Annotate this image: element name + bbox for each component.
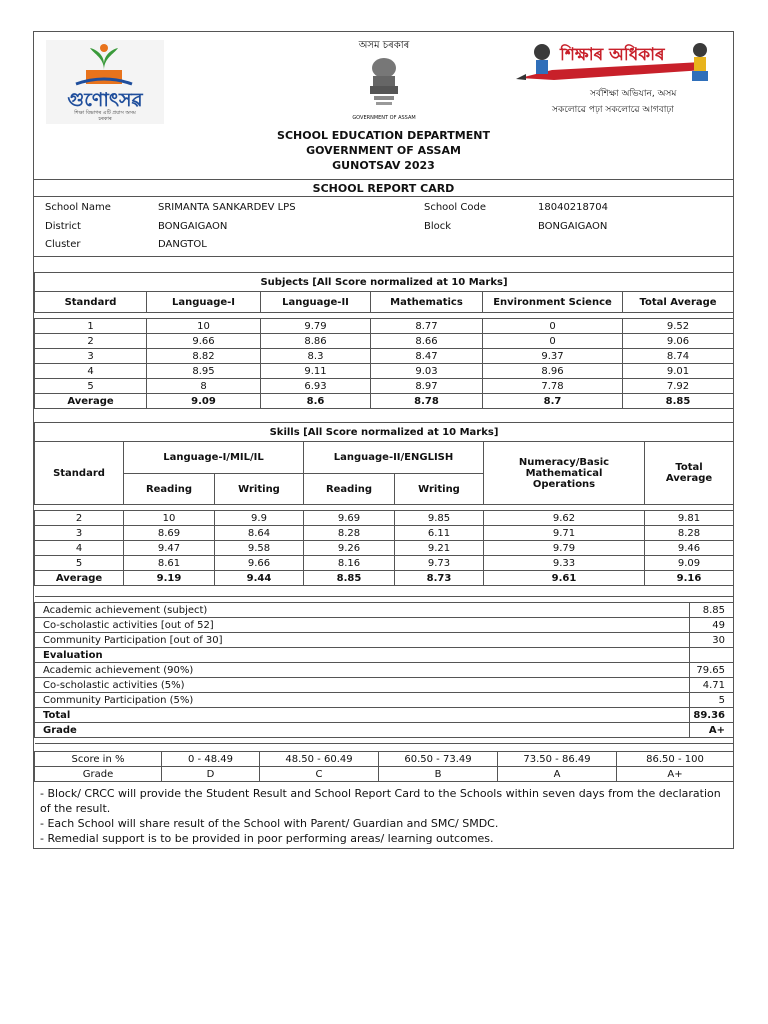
table-cell: 9.09 [147,394,261,409]
summary-row [35,648,734,663]
summary-row [35,723,734,738]
subjects-header-cell: Environment Science [483,292,623,313]
table-cell: 9.85 [395,511,484,526]
table-cell: 4 [35,541,124,556]
skills-table [34,422,734,586]
government-title: GOVERNMENT OF ASSAM [306,144,461,157]
table-cell: 9.61 [484,571,645,586]
table-cell: 8.64 [215,526,304,541]
summary-value: 8.85 [690,603,734,618]
table-cell: D [162,767,260,782]
gunotsav-logo-text: গুণোৎসৱ [67,89,143,111]
divider [34,179,733,180]
table-cell: 8.86 [261,334,371,349]
table-cell: 10 [124,511,215,526]
subjects-header-cell: Language-I [147,292,261,313]
shikshar-adhikar-title: শিক্ষাৰ অধিকাৰ [560,45,665,65]
table-cell: 9.79 [261,319,371,334]
notes [40,786,730,846]
table-cell: 86.50 - 100 [617,752,734,767]
skills-numeracy-header: Numeracy/Basic Mathematical Operations [484,442,645,505]
school-name-value: SRIMANTA SANKARDEV LPS [158,202,296,213]
table-cell: 9.44 [215,571,304,586]
department-title: SCHOOL EDUCATION DEPARTMENT [277,129,490,142]
table-cell: 3 [35,526,124,541]
school-name-label: School Name [45,202,111,213]
table-cell: Average [35,394,147,409]
subjects-header-cell: Total Average [623,292,734,313]
state-emblem-icon [364,54,404,110]
table-row [35,767,734,782]
table-cell: B [379,767,498,782]
table-cell: 8.47 [371,349,483,364]
gunotsav-logo-subtext: শিক্ষা বিভাগৰ এটি প্ৰয়াস অসম চৰকাৰ [74,110,136,122]
govt-script: অসম চৰকাৰ [358,40,410,51]
table-cell: A+ [617,767,734,782]
table-cell: 8.28 [645,526,734,541]
summary-label: Evaluation [35,648,690,663]
table-cell: 9.81 [645,511,734,526]
table-cell: 6.11 [395,526,484,541]
table-row [35,752,734,767]
note-line: - Remedial support is to be provided in poor performing areas/ learning outcomes. [40,832,494,845]
summary-value: 49 [690,618,734,633]
table-cell: 2 [35,334,147,349]
table-cell: 1 [35,319,147,334]
table-cell: 9.66 [147,334,261,349]
table-cell: 9.9 [215,511,304,526]
divider [34,196,733,197]
subjects-title: Subjects [All Score normalized at 10 Marks] [35,273,734,292]
summary-label: Community Participation [out of 30] [35,633,690,648]
gunotsav-logo [46,40,164,124]
subjects-header-cell: Standard [35,292,147,313]
table-row [35,511,734,526]
table-cell: 8 [147,379,261,394]
skills-lang1-header: Language-I/MIL/IL [124,442,304,474]
table-cell: 8.69 [124,526,215,541]
block-value: BONGAIGAON [538,221,608,232]
table-row [35,541,734,556]
summary-label: Grade [35,723,690,738]
table-cell: A [498,767,617,782]
table-cell: 8.28 [304,526,395,541]
school-code-label: School Code [424,202,486,213]
note-line: - Each School will share result of the School with Parent/ Guardian and SMC/ SMDC. [40,817,499,830]
table-cell: 0 - 48.49 [162,752,260,767]
table-cell: 8.61 [124,556,215,571]
table-cell: 8.77 [371,319,483,334]
table-cell: 60.50 - 73.49 [379,752,498,767]
shikshar-adhikar-logo [512,40,724,120]
table-cell: Average [35,571,124,586]
cluster-label: Cluster [45,239,81,250]
table-cell: 9.16 [645,571,734,586]
table-cell: 8.3 [261,349,371,364]
table-cell: 8.96 [483,364,623,379]
table-row [35,556,734,571]
table-cell: 8.85 [623,394,734,409]
table-cell: 8.66 [371,334,483,349]
average-row [35,394,734,409]
table-cell: C [260,767,379,782]
table-cell: 9.79 [484,541,645,556]
table-cell: 48.50 - 60.49 [260,752,379,767]
table-row [35,349,734,364]
table-cell: 9.69 [304,511,395,526]
table-cell: 8.85 [304,571,395,586]
table-cell: 73.50 - 86.49 [498,752,617,767]
table-row [35,364,734,379]
table-cell: 9.62 [484,511,645,526]
table-cell: 9.03 [371,364,483,379]
skills-total-header: Total Average [645,442,734,505]
summary-value: 30 [690,633,734,648]
summary-value: 79.65 [690,663,734,678]
table-cell: 0 [483,319,623,334]
table-cell: 8.78 [371,394,483,409]
district-label: District [45,221,81,232]
subjects-table [34,272,734,409]
skills-standard-header: Standard [35,442,124,505]
summary-value: 5 [690,693,734,708]
table-cell: 8.7 [483,394,623,409]
sarva-shiksha-text: সৰ্বশিক্ষা অভিযান, অসম [590,89,677,99]
table-cell: 9.71 [484,526,645,541]
table-cell: 9.09 [645,556,734,571]
subjects-header-cell: Language-II [261,292,371,313]
average-row [35,571,734,586]
table-cell: 3 [35,349,147,364]
cluster-value: DANGTOL [158,239,207,250]
table-cell: 5 [35,379,147,394]
summary-label: Co-scholastic activities [out of 52] [35,618,690,633]
summary-row [35,618,734,633]
table-cell: 8.95 [147,364,261,379]
table-cell: 9.73 [395,556,484,571]
table-cell: 8.74 [623,349,734,364]
table-cell: 5 [35,556,124,571]
table-cell: 9.52 [623,319,734,334]
table-cell: 9.01 [623,364,734,379]
table-row [35,379,734,394]
table-cell: 8.82 [147,349,261,364]
table-cell: 8.97 [371,379,483,394]
table-cell: 9.47 [124,541,215,556]
divider [34,256,733,257]
skills-title: Skills [All Score normalized at 10 Marks] [35,423,734,442]
score-label: Score in % [35,752,162,767]
table-cell: 9.37 [483,349,623,364]
block-label: Block [424,221,452,232]
summary-row [35,708,734,723]
table-cell: 9.11 [261,364,371,379]
table-cell: 4 [35,364,147,379]
table-cell: 9.46 [645,541,734,556]
book-plant-icon [46,40,164,90]
writing-header: Writing [215,474,304,505]
summary-label: Community Participation (5%) [35,693,690,708]
school-code-value: 18040218704 [538,202,608,213]
table-cell: 8.16 [304,556,395,571]
table-cell: 10 [147,319,261,334]
summary-value: A+ [690,723,734,738]
report-title: SCHOOL REPORT CARD [312,182,455,195]
table-cell: 9.19 [124,571,215,586]
table-cell: 2 [35,511,124,526]
summary-row [35,678,734,693]
table-cell: 9.58 [215,541,304,556]
summary-label: Total [35,708,690,723]
summary-value: 4.71 [690,678,734,693]
table-cell: 9.06 [623,334,734,349]
table-cell: 8.73 [395,571,484,586]
table-cell: 6.93 [261,379,371,394]
table-cell: 8.6 [261,394,371,409]
table-row [35,319,734,334]
table-cell: 9.21 [395,541,484,556]
reading-header: Reading [124,474,215,505]
gunotsav-title: GUNOTSAV 2023 [332,159,435,172]
table-cell: 7.92 [623,379,734,394]
table-row [35,526,734,541]
reading-header: Reading [304,474,395,505]
summary-value: 89.36 [690,708,734,723]
table-cell: 9.33 [484,556,645,571]
emblem-caption: GOVERNMENT OF ASSAM [352,115,416,121]
table-row [35,334,734,349]
summary-row [35,663,734,678]
table-cell: 0 [483,334,623,349]
summary-row [35,693,734,708]
summary-label: Co-scholastic activities (5%) [35,678,690,693]
summary-row [35,603,734,618]
grade-scale-table [34,751,734,782]
note-line: - Block/ CRCC will provide the Student Result and School Report Card to the Schools within seven days from the declaration of the result. [40,787,721,815]
summary-value [690,648,734,663]
summary-table [34,596,734,744]
district-value: BONGAIGAON [158,221,228,232]
subjects-header-cell: Mathematics [371,292,483,313]
table-cell: 7.78 [483,379,623,394]
summary-label: Academic achievement (subject) [35,603,690,618]
writing-header: Writing [395,474,484,505]
grade-label: Grade [35,767,162,782]
summary-label: Academic achievement (90%) [35,663,690,678]
skills-lang2-header: Language-II/ENGLISH [304,442,484,474]
summary-row [35,633,734,648]
table-cell: 9.66 [215,556,304,571]
tagline-text: সকলোৱে পঢ়া সকলোৱে আগবাঢ়া [552,105,674,115]
table-cell: 9.26 [304,541,395,556]
report-card [33,31,734,849]
